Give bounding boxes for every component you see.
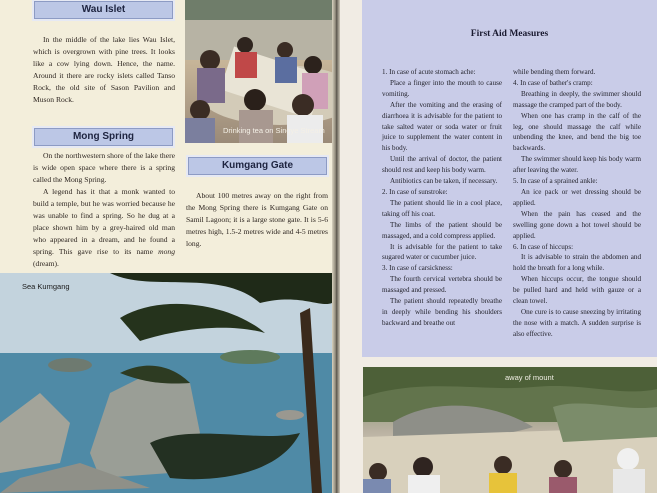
photo-mountain-picnic — [363, 367, 657, 493]
photo-tea-singye-stream — [185, 0, 332, 143]
first-aid-line: An ice pack or wet dressing should be applied. — [513, 187, 641, 207]
photo-tea-caption: Drinking tea on Singye Stream — [223, 126, 325, 135]
mong-spring-text-2 — [33, 186, 175, 270]
mountain-photo-caption: away of mount — [505, 373, 554, 382]
mong-spring-legend-end: (dream). — [33, 259, 59, 269]
first-aid-line: The fourth cervical vertebra should be massaged and pressed. — [382, 275, 502, 295]
first-aid-line: 6. In case of hiccups: — [513, 242, 574, 251]
first-aid-line: 2. In case of sunstroke: — [382, 187, 448, 196]
first-aid-line: When the pain has ceased and the swelling gone down a hot towel should be applied. — [513, 209, 641, 240]
first-aid-line: The swimmer should keep his body warm after leaving the water. — [513, 155, 641, 175]
first-aid-line: When hiccups occur, the tongue should be pulled hard and held with gauze or a clean towel. — [513, 275, 641, 306]
first-aid-line: 4. In case of bather's cramp: — [513, 78, 593, 87]
kumgang-gate-paragraph — [186, 190, 328, 250]
first-aid-line: while bending them forward. — [513, 68, 596, 76]
heading-kumgang-gate-label: Kumgang Gate — [221, 160, 294, 171]
first-aid-line: Breathing in deeply, the swimmer should massage the cramped part of the body. — [513, 89, 641, 109]
first-aid-line: It is advisable to strain the abdomen and hold the breath for a long while. — [513, 253, 641, 273]
wau-islet-text: In the middle of the lake lies Wau Islet, which is overgrown with pine trees. It looks like a cow lying down. Hence, the name. Around it there are rocky islets called Tanso Rock, the old site of Sason Pavilion and Muson Rock. — [33, 35, 175, 105]
first-aid-column-1 — [382, 67, 502, 329]
first-aid-title: First Aid Measures — [470, 29, 549, 39]
first-aid-column-2 — [513, 67, 641, 340]
photo-sea-kumgang — [0, 273, 332, 493]
photo-tea-illustration — [185, 0, 332, 143]
heading-mong-spring — [34, 128, 173, 146]
book-spine — [332, 0, 340, 493]
mountain-picnic-illustration — [363, 367, 657, 493]
first-aid-line: 3. In case of carsickness: — [382, 264, 453, 273]
mong-spring-text-1: On the northwestern shore of the lake there is wide open space where there is a spring called the Mong Spring. — [33, 151, 175, 185]
heading-wau-islet-label: Wau Islet — [81, 4, 126, 15]
first-aid-line: After the vomiting and the erasing of diarrhoea it is advisable for the patient to take salted water or soda water or fruit juice to supplement the water content in his body. — [382, 100, 502, 153]
mong-spring-paragraph — [33, 150, 175, 270]
first-aid-line: It is advisable for the patient to take sugared water or cucumber juice. — [382, 242, 502, 262]
wau-islet-paragraph — [33, 34, 175, 106]
first-aid-line: One cure is to cause sneezing by irritating the nose with a match. A sudden surprise is also effective. — [513, 307, 641, 338]
first-aid-line: Place a finger into the mouth to cause vomiting. — [382, 78, 502, 98]
heading-kumgang-gate — [188, 157, 327, 175]
first-aid-line: The patient should repeatedly breathe in deeply while bending his shoulders backward and breathe out — [382, 297, 502, 327]
kumgang-gate-text: About 100 metres away on the right from the Mong Spring there is Kumgang Gate on Samil Lagoon; it is a large stone gate. It is 5-6 metres high, 1.5-2 metres wide and 4-5 metres long. — [186, 191, 328, 249]
first-aid-line: The patient should lie in a cool place, taking off his coat. — [382, 198, 502, 218]
mong-spring-legend: A legend has it that a monk wanted to build a temple, but he was worried because he was unable to find a spring. So he dug at a place shown him by a grey-haired old man who appeared in a dream, and he found a spring. This gave rise to its name — [33, 187, 175, 257]
first-aid-line: When one has cramp in the calf of the leg, one should massage the calf while unbending the knee, and bend the big toe backwards. — [513, 111, 641, 153]
first-aid-line: Until the arrival of doctor, the patient should rest and keep his body warm. — [382, 155, 502, 175]
heading-mong-spring-label: Mong Spring — [72, 131, 135, 142]
mong-term: mong — [158, 247, 175, 257]
first-aid-line: 5. In case of a sprained ankle: — [513, 177, 598, 186]
first-aid-line: The limbs of the patient should be massaged, and a cold compress applied. — [382, 220, 502, 240]
first-aid-line: Antibiotics can be taken, if necessary. — [390, 177, 498, 186]
heading-wau-islet — [34, 1, 173, 19]
first-aid-line: 1. In case of acute stomach ache: — [382, 68, 476, 76]
sea-kumgang-caption: Sea Kumgang — [22, 282, 70, 291]
sea-kumgang-illustration — [0, 273, 332, 493]
